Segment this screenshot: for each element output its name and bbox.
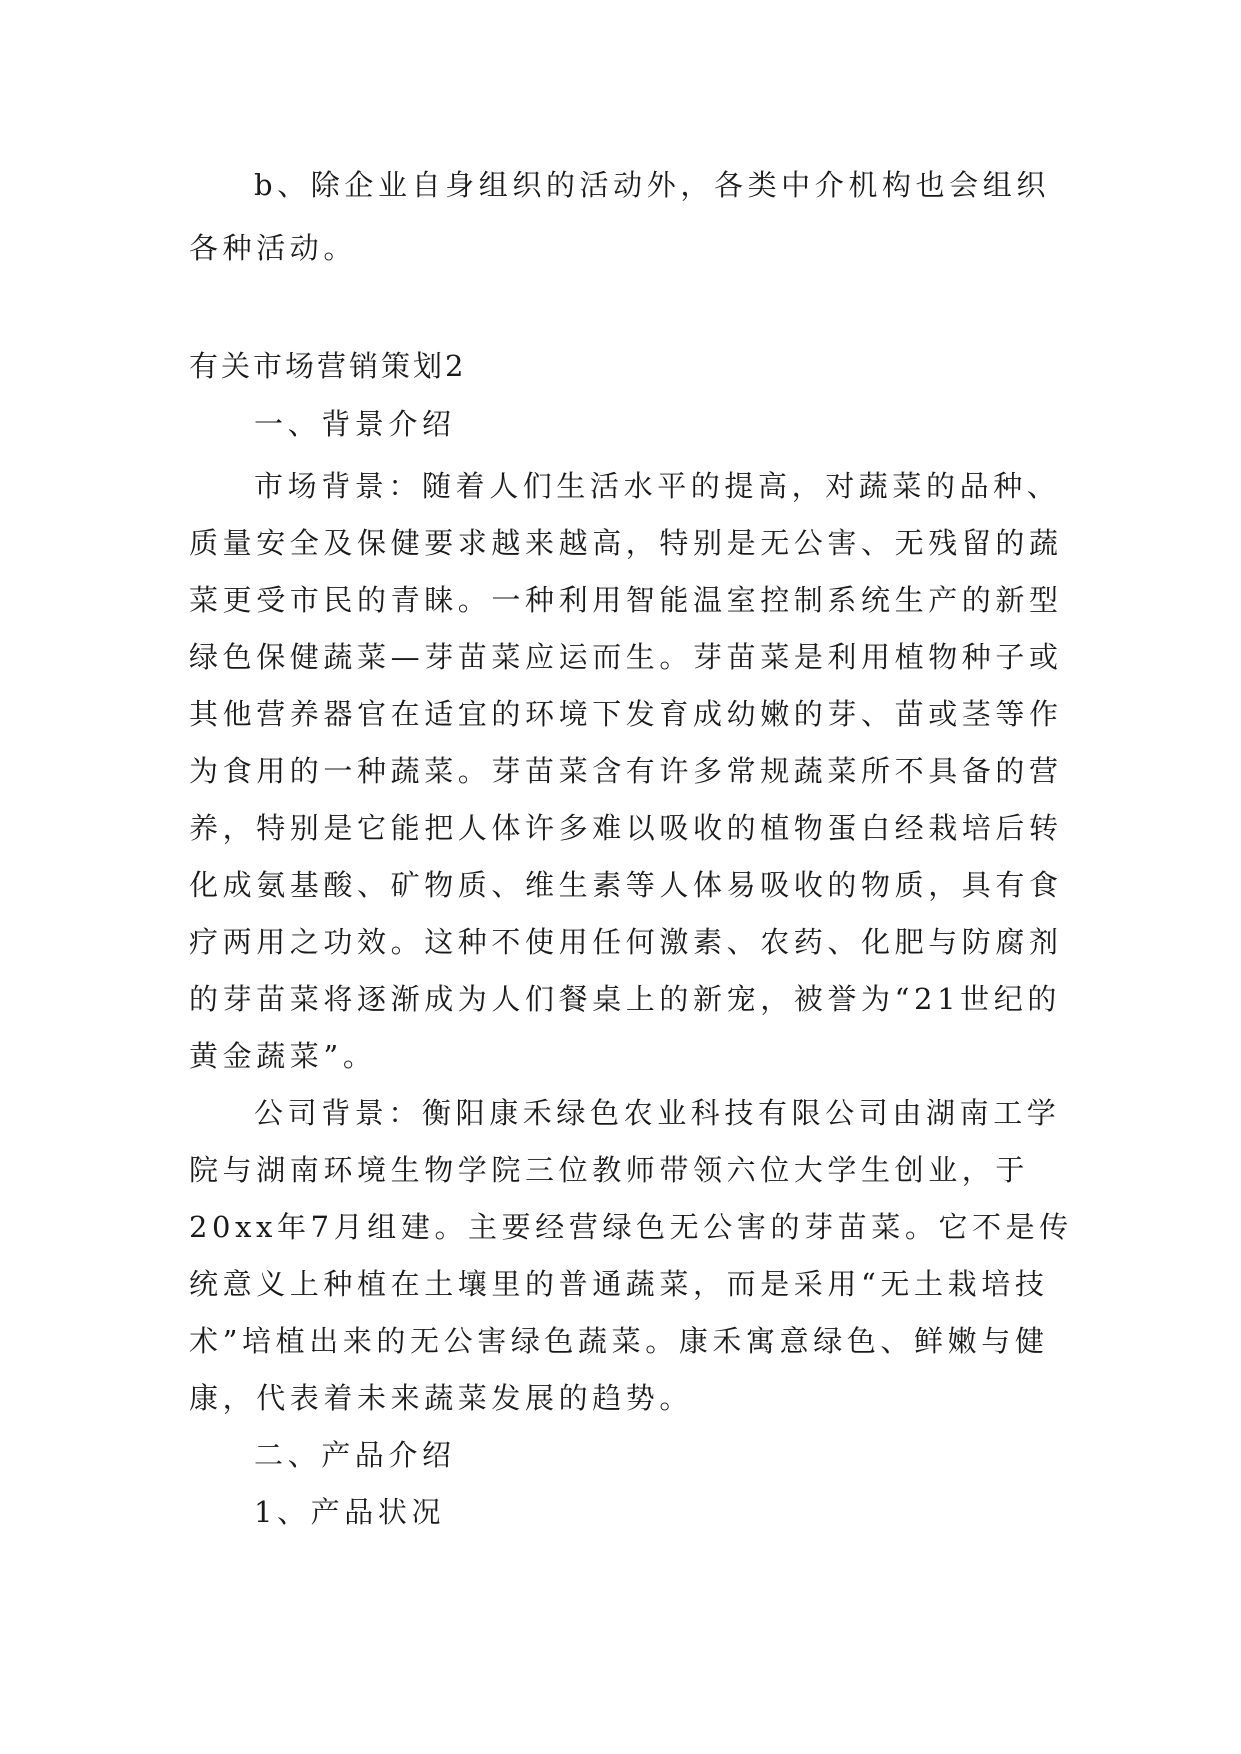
section-title: 有关市场营销策划2	[189, 349, 467, 383]
paragraph-b-line-1: b、除企业自身组织的活动外，各类中介机构也会组织	[254, 168, 1050, 202]
market-background-line-1: 市场背景：随着人们生活水平的提高，对蔬菜的品种、	[254, 469, 1061, 503]
paragraph-b-line-2: 各种活动。	[189, 231, 358, 265]
market-background-line-4: 绿色保健蔬菜—芽苗菜应运而生。芽苗菜是利用植物种子或	[189, 640, 1063, 674]
company-background-line-5: 术”培植出来的无公害绿色蔬菜。康禾寓意绿色、鲜嫩与健	[189, 1324, 1049, 1358]
company-background-line-6: 康，代表着未来蔬菜发展的趋势。	[189, 1381, 694, 1415]
market-background-line-7: 养，特别是它能把人体许多难以吸收的植物蛋白经栽培后转	[189, 811, 1063, 845]
heading-product: 二、产品介绍	[254, 1438, 456, 1472]
market-background-line-5: 其他营养器官在适宜的环境下发育成幼嫩的芽、苗或茎等作	[189, 697, 1063, 731]
company-background-line-1: 公司背景：衡阳康禾绿色农业科技有限公司由湖南工学	[254, 1096, 1061, 1130]
company-background-line-4: 统意义上种植在土壤里的普通蔬菜，而是采用“无土栽培技	[189, 1267, 1049, 1301]
market-background-line-2: 质量安全及保健要求越来越高，特别是无公害、无残留的蔬	[189, 526, 1063, 560]
company-background-line-2: 院与湖南环境生物学院三位教师带领六位大学生创业，于	[189, 1153, 1030, 1187]
market-background-line-11: 黄金蔬菜”。	[189, 1039, 377, 1073]
heading-background: 一、背景介绍	[254, 407, 456, 441]
subheading-product-status: 1、产品状况	[254, 1495, 446, 1529]
market-background-line-9: 疗两用之功效。这种不使用任何激素、农药、化肥与防腐剂	[189, 925, 1063, 959]
market-background-line-8: 化成氨基酸、矿物质、维生素等人体易吸收的物质，具有食	[189, 868, 1063, 902]
company-background-line-3: 20xx年7月组建。主要经营绿色无公害的芽苗菜。它不是传	[189, 1210, 1073, 1244]
market-background-line-3: 菜更受市民的青睐。一种利用智能温室控制系统生产的新型	[189, 583, 1063, 617]
market-background-line-10: 的芽苗菜将逐渐成为人们餐桌上的新宠，被誉为“21世纪的	[189, 982, 1061, 1016]
market-background-line-6: 为食用的一种蔬菜。芽苗菜含有许多常规蔬菜所不具备的营	[189, 754, 1063, 788]
